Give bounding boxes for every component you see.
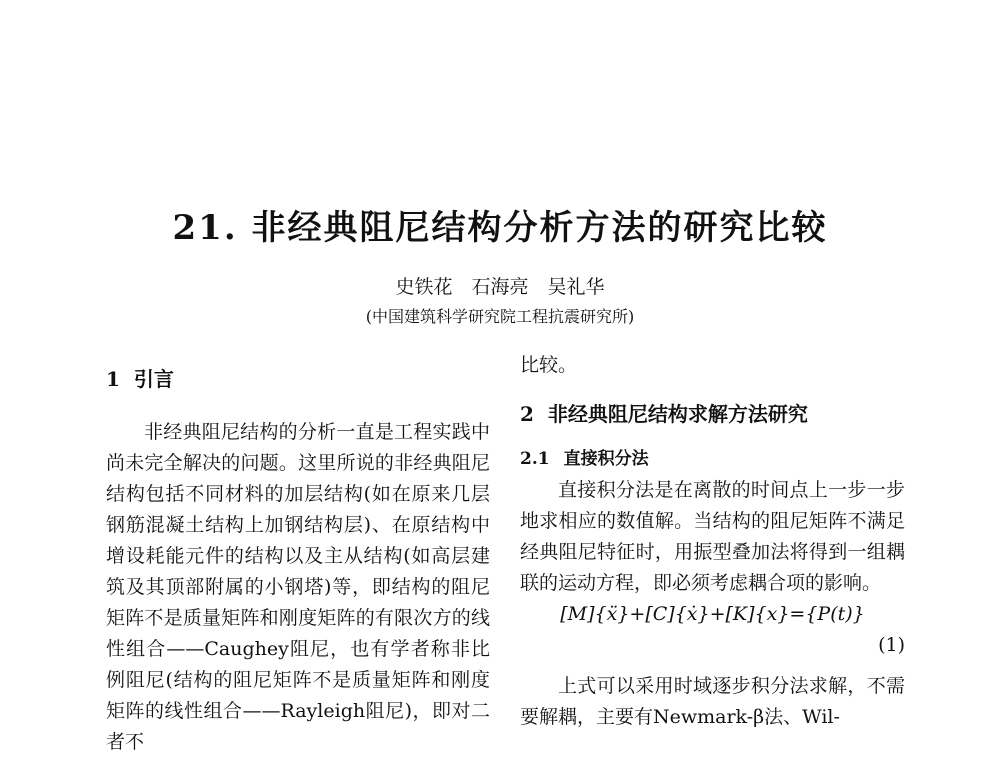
section-1-heading (106, 364, 490, 395)
section-1-title: 引言 (133, 367, 174, 391)
continuation-text: 比较。 (520, 354, 578, 376)
right-column (520, 350, 905, 733)
subsection-2-1-title: 直接积分法 (563, 449, 649, 469)
left-column (106, 350, 490, 758)
solution-paragraph: 上式可以采用时域逐步积分法求解，不需要解耦，主要有Newmark-β法、Wil- (520, 675, 905, 728)
subsection-2-1-number: 2.1 (520, 449, 550, 469)
equation-1-number: (1) (878, 634, 905, 656)
intro-paragraph: 非经典阻尼结构的分析一直是工程实践中尚未完全解决的问题。这里所说的非经典阻尼结构包括不同材料的加层结构(如在原来几层钢筋混凝土结构上加钢结构层)、在原结构中增设耗能元件的结构以及主从结构(如高层建筑及其顶部附属的小钢塔)等，即结构的阻尼矩阵不是质量矩阵和刚度矩阵的有限次方的线性组合——Caughey阻尼，也有学者称非比例阻尼(结构的阻尼矩阵不是质量矩阵和刚度矩阵的线性组合——Rayleigh阻尼)，即对二者不 (106, 421, 490, 753)
section-2-number: 2 (520, 402, 534, 426)
direct-integration-paragraph: 直接积分法是在离散的时间点上一步一步地求相应的数值解。当结构的阻尼矩阵不满足经典阻尼特征时，用振型叠加法将得到一组耦联的运动方程，即必须考虑耦合项的影响。 (520, 479, 905, 594)
subsection-2-1-heading (520, 444, 905, 475)
section-1-number: 1 (106, 367, 120, 391)
section-2-heading (520, 399, 905, 430)
equation-1: [M]{ẍ}+[C]{ẋ}+[K]{x}={P(t)} (560, 603, 865, 625)
section-2-title: 非经典阻尼结构求解方法研究 (547, 402, 808, 426)
author-list: 史铁花 石海亮 吴礼华 (395, 276, 605, 298)
paper-title: 21. 非经典阻尼结构分析方法的研究比较 (172, 208, 828, 248)
affiliation: (中国建筑科学研究院工程抗震研究所) (365, 307, 635, 326)
